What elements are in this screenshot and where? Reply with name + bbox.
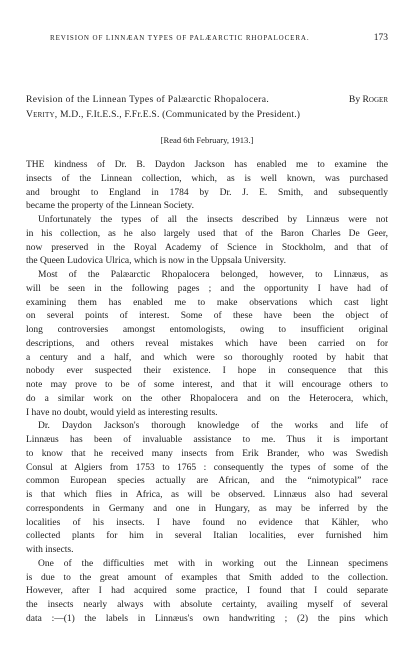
text-line: now preserved in the Royal Academy of Science in Stockholm, and that of (26, 242, 388, 253)
text-line: descriptions, and others reveal mistakes which have been carried on for (26, 338, 388, 349)
text-line: Most of the Palæarctic Rhopalocera belonged, however, to Linnæus, as (38, 270, 388, 280)
paragraph (26, 214, 388, 269)
byline-start (349, 92, 388, 107)
body-text (26, 159, 388, 627)
text-line: THE kindness of Dr. B. Daydon Jackson has enabled me to examine the (26, 160, 388, 170)
title-text: Revision of the Linnean Types of Palæarctic Rhopalocera. (26, 94, 270, 105)
text-line: the insects nearly always with absolute certainty, availing myself of several (26, 600, 388, 610)
text-line: a century and a half, and which were so thoroughly rooted by habit that (26, 352, 388, 363)
text-line: localities of his insects. I have found no evidence that Kähler, who (26, 517, 388, 528)
text-line: the Queen Ludovica Ulrica, which is now in the Uppsala University. (26, 256, 287, 267)
article-title (26, 92, 388, 122)
paragraph (26, 558, 388, 627)
author-first-name: Roger (362, 94, 388, 105)
paragraph (26, 159, 388, 214)
paragraph (26, 420, 388, 558)
text-line: collected plants for him in several Italian localities, ever furnished him (26, 531, 388, 542)
text-line: is that which flies in Africa, as will be observed. Linnæus also had several (26, 490, 388, 500)
title-line-1 (26, 92, 388, 107)
text-line: Unfortunately the types of all the insects described by Linnæus were not (38, 215, 388, 225)
text-line: became the property of the Linnean Society. (26, 201, 194, 212)
text-line: will be seen in the following pages ; and the opportunity I have had of (26, 283, 388, 294)
text-line: examining them has enabled me to make observations which cast light (26, 297, 388, 308)
read-date-note: [Read 6th February, 1913.] (160, 135, 254, 145)
text-line: nobody ever suspected their existence. I hope in consequence that this (26, 366, 388, 377)
text-line: with insects. (26, 545, 74, 555)
text-line: long controversies amongst entomologists, owing to insufficient original (26, 325, 388, 335)
text-line: do a similar work on the other Rhopalocera and on the Heterocera, which, (26, 393, 388, 404)
page-number: 173 (373, 33, 388, 43)
text-line: I have no doubt, would yield as interesting results. (26, 407, 218, 418)
byline-by: By (348, 94, 361, 105)
text-line: on several points of interest. Some of these have been the object of (26, 311, 388, 322)
author-credentials: , M.D., F.It.E.S., F.Fr.E.S. (Communicated by the President.) (54, 109, 301, 120)
text-line: common European species actually are African, and the “nimotypical” race (26, 476, 388, 487)
text-line: and brought to England in 1784 by Dr. J. E. Smith, and subsequently (26, 187, 388, 198)
document-page (26, 0, 388, 650)
author-surname: Verity (26, 109, 55, 120)
text-line: is due to the great amount of examples that Smith added to the collection. (26, 572, 388, 583)
title-line-2 (26, 107, 388, 122)
text-line: Linnæus has been of invaluable assistance to me. Thus it is important (26, 435, 388, 445)
paragraph (26, 269, 388, 420)
text-line: insects of the Linnean collection, which, as is well known, was purchased (26, 173, 388, 184)
text-line: in his collection, as he also largely used that of the Baron Charles De Geer, (26, 228, 388, 239)
running-head-title: REVISION OF LINNÆAN TYPES OF PALÆARCTIC RHOPALOCERA. (50, 34, 310, 42)
text-line: Consul at Algiers from 1753 to 1765 : consequently the types of some of the (26, 462, 388, 473)
running-head (26, 34, 388, 46)
text-line: Dr. Daydon Jackson's thorough knowledge of the works and life of (38, 421, 388, 432)
text-line: correspondents in Germany and one in Hungary, as may be inferred by the (26, 503, 388, 514)
text-line: data :—(1) the labels in Linnæus's own handwriting ; (2) the pins which (26, 613, 388, 624)
text-line: However, after I had acquired some practice, I found that I could separate (26, 586, 388, 597)
text-line: to know that he received many insects from Erik Brander, who was Swedish (26, 448, 388, 459)
text-line: note may prove to be of some interest, and that it will encourage others to (26, 380, 388, 390)
text-line: One of the difficulties met with in working out the Linnean specimens (38, 558, 388, 569)
